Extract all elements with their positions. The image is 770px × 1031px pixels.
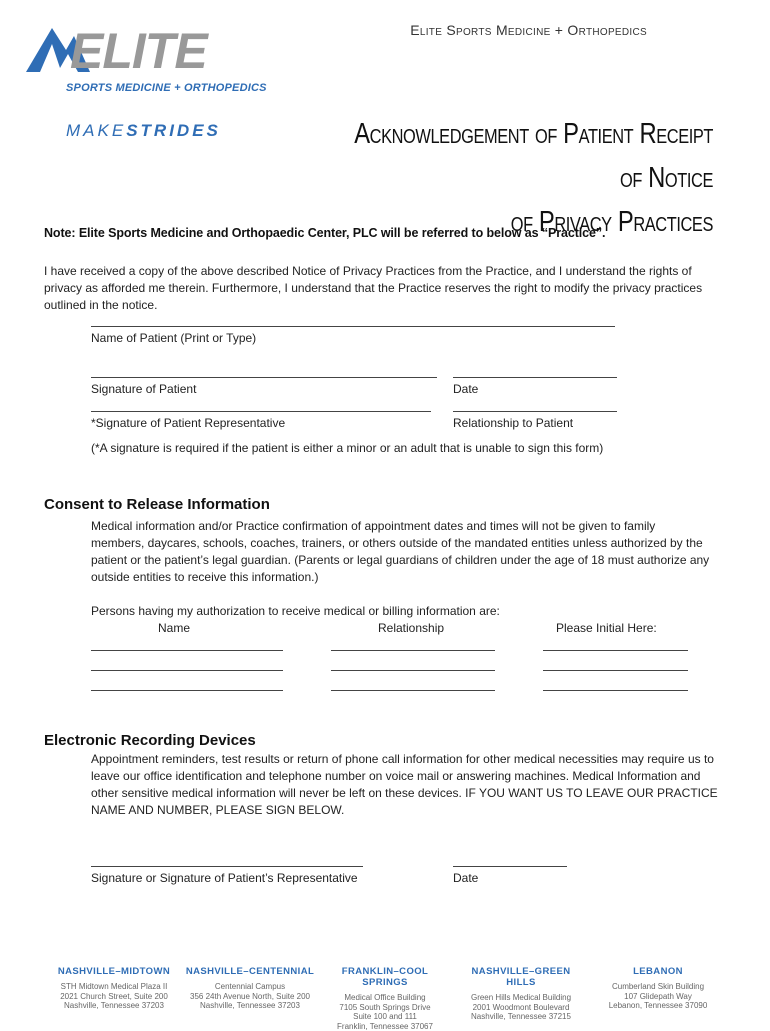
footer-location	[322, 966, 448, 1031]
page-title	[336, 112, 713, 244]
auth-initial-line[interactable]	[543, 690, 688, 691]
auth-name-line[interactable]	[91, 690, 283, 691]
relationship-label: Relationship to Patient	[453, 416, 574, 430]
location-address: Green Hills Medical Building 2001 Woodmont Boulevard Nashville, Tennessee 37215	[470, 993, 572, 1021]
tagline-light: MAKE	[66, 121, 127, 140]
col-relationship-header: Relationship	[378, 621, 445, 635]
auth-relationship-line[interactable]	[331, 650, 495, 651]
title-line-2: of Privacy Practices	[510, 206, 713, 238]
rep-signature-line[interactable]	[91, 411, 431, 412]
recording-title: Electronic Recording Devices	[44, 732, 256, 749]
tagline	[66, 121, 221, 141]
footer-location	[50, 966, 178, 1011]
location-address: Cumberland Skin Building 107 Glidepath Way Lebanon, Tennessee 37090	[608, 982, 708, 1010]
consent-body: Medical information and/or Practice confirmation of appointment dates and times will not be given to family members, daycares, schools, coaches, trainers, or others outside of the mandated entities unless authorized by the patient or the patient’s legal guardian. (Parents or legal guardians of children under the age of 18 must authorize any outside entities to receive this information.)	[91, 519, 710, 584]
footer-location	[596, 966, 720, 1011]
recording-signature-label: Signature or Signature of Patient’s Representative	[91, 871, 358, 885]
tagline-bold: STRIDES	[126, 121, 221, 140]
location-name: NASHVILLE–CENTENNIAL	[185, 966, 315, 977]
name-line[interactable]	[91, 326, 615, 327]
auth-name-line[interactable]	[91, 670, 283, 671]
date-line[interactable]	[453, 377, 617, 378]
title-line-1: Acknowledgement of Patient Receipt of Notice	[354, 118, 713, 194]
name-label: Name of Patient (Print or Type)	[91, 331, 257, 345]
auth-relationship-line[interactable]	[331, 690, 495, 691]
signature-footnote: (*A signature is required if the patient is either a minor or an adult that is unable to sign this form)	[91, 441, 604, 455]
consent-title: Consent to Release Information	[44, 496, 270, 513]
footer-location	[183, 966, 317, 1011]
relationship-line[interactable]	[453, 411, 617, 412]
auth-name-line[interactable]	[91, 650, 283, 651]
persons-intro: Persons having my authorization to receive medical or billing information are:	[91, 604, 500, 618]
signature-label: Signature of Patient	[91, 382, 197, 396]
location-name: FRANKLIN–COOL SPRINGS	[341, 966, 429, 988]
org-name: Elite Sports Medicine + Orthopedics	[410, 22, 647, 38]
location-name: NASHVILLE–GREEN HILLS	[471, 966, 571, 988]
recording-signature-line[interactable]	[91, 866, 363, 867]
auth-initial-line[interactable]	[543, 670, 688, 671]
auth-relationship-line[interactable]	[331, 670, 495, 671]
recording-body: Appointment reminders, test results or return of phone call information for other medical necessities may require us to leave our office identification and telephone number on voice mail or answering machines. Medical Information and other sensitive medical information will never be left on these devices. IF YOU WANT US TO LEAVE OUR PRACTICE NAME AND NUMBER, PLEASE SIGN BELOW.	[91, 752, 718, 817]
brand-name: ELITE	[70, 23, 207, 79]
footer-location	[456, 966, 586, 1022]
location-address: Medical Office Building 7105 South Springs Drive Suite 100 and 111 Franklin, Tennessee 37067	[337, 993, 433, 1031]
brand-subtitle: SPORTS MEDICINE + ORTHOPEDICS	[66, 82, 267, 94]
elite-logo	[22, 16, 262, 80]
signature-line[interactable]	[91, 377, 437, 378]
recording-date-line[interactable]	[453, 866, 567, 867]
location-address: STH Midtown Medical Plaza II 2021 Church Street, Suite 200 Nashville, Tennessee 37203	[60, 982, 168, 1010]
rep-label: *Signature of Patient Representative	[91, 416, 286, 430]
col-name-header: Name	[158, 621, 191, 635]
auth-initial-line[interactable]	[543, 650, 688, 651]
location-name: NASHVILLE–MIDTOWN	[57, 966, 171, 977]
location-address: Centennial Campus 356 24th Avenue North, Suite 200 Nashville, Tennessee 37203	[190, 982, 310, 1010]
date-label: Date	[453, 382, 479, 396]
note: Note: Elite Sports Medicine and Orthopaedic Center, PLC will be referred to below as “Practice”.	[44, 226, 606, 240]
recording-date-label: Date	[453, 871, 479, 885]
col-initial-header: Please Initial Here:	[556, 621, 657, 635]
location-name: LEBANON	[633, 966, 683, 977]
intro-paragraph: I have received a copy of the above described Notice of Privacy Practices from the Practice, and I understand the rights of privacy as afforded me therein. Furthermore, I understand that the Practice reserves the right to modify the privacy practices outlined in the notice.	[44, 264, 703, 312]
